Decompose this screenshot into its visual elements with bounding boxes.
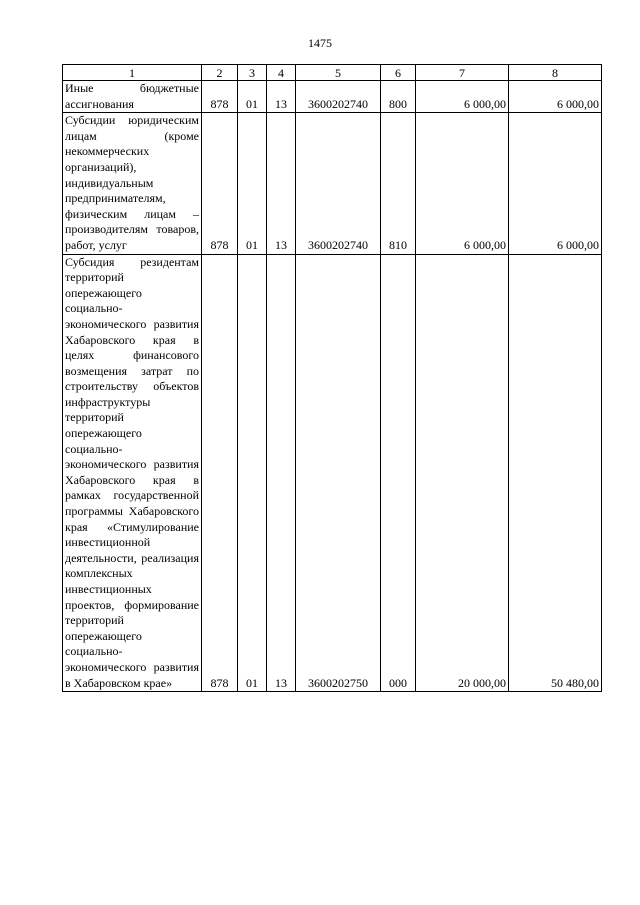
row-section-code: 01: [238, 254, 267, 692]
column-header-1: 1: [63, 65, 202, 81]
row-amount-col8: 6 000,00: [509, 113, 602, 254]
table-row: [63, 81, 602, 113]
row-section-code: 01: [238, 113, 267, 254]
row-ved-code: 878: [202, 81, 238, 113]
row-amount-col7: 6 000,00: [416, 81, 509, 113]
row-name: Субсидия резидентам территорий опережающего социально-экономического развития Хабаровского края в целях финансового возмещения затрат по строительству объектов инфраструктуры территорий опережающего социально-экономического развития Хабаровского края в рамках государственной программы Хабаровского края «Стимулирование инвестиционной деятельности, реализация комплексных инвестиционных проектов, формирование территорий опережающего социально-экономического развития в Хабаровском крае»: [63, 254, 202, 692]
row-amount-col7: 20 000,00: [416, 254, 509, 692]
column-header-7: 7: [416, 65, 509, 81]
row-target-article: 3600202740: [296, 113, 381, 254]
row-amount-col8: 6 000,00: [509, 81, 602, 113]
column-header-8: 8: [509, 65, 602, 81]
row-subsection-code: 13: [267, 254, 296, 692]
row-name: Иные бюджетные ассигнования: [63, 81, 202, 113]
row-subsection-code: 13: [267, 113, 296, 254]
column-header-4: 4: [267, 65, 296, 81]
row-expense-type: 810: [381, 113, 416, 254]
column-header-3: 3: [238, 65, 267, 81]
budget-table: [62, 64, 602, 692]
row-amount-col8: 50 480,00: [509, 254, 602, 692]
column-header-6: 6: [381, 65, 416, 81]
row-ved-code: 878: [202, 113, 238, 254]
column-header-2: 2: [202, 65, 238, 81]
row-target-article: 3600202750: [296, 254, 381, 692]
row-subsection-code: 13: [267, 81, 296, 113]
row-amount-col7: 6 000,00: [416, 113, 509, 254]
column-header-5: 5: [296, 65, 381, 81]
row-expense-type: 000: [381, 254, 416, 692]
table-row: [63, 113, 602, 254]
row-ved-code: 878: [202, 254, 238, 692]
row-section-code: 01: [238, 81, 267, 113]
table-row: [63, 254, 602, 692]
row-expense-type: 800: [381, 81, 416, 113]
page-number: 1475: [308, 36, 332, 50]
row-target-article: 3600202740: [296, 81, 381, 113]
header-row: [63, 65, 602, 81]
row-name: Субсидии юридическим лицам (кроме некоммерческих организаций), индивидуальным предпринимателям, физическим лицам – производителям товаров, работ, услуг: [63, 113, 202, 254]
